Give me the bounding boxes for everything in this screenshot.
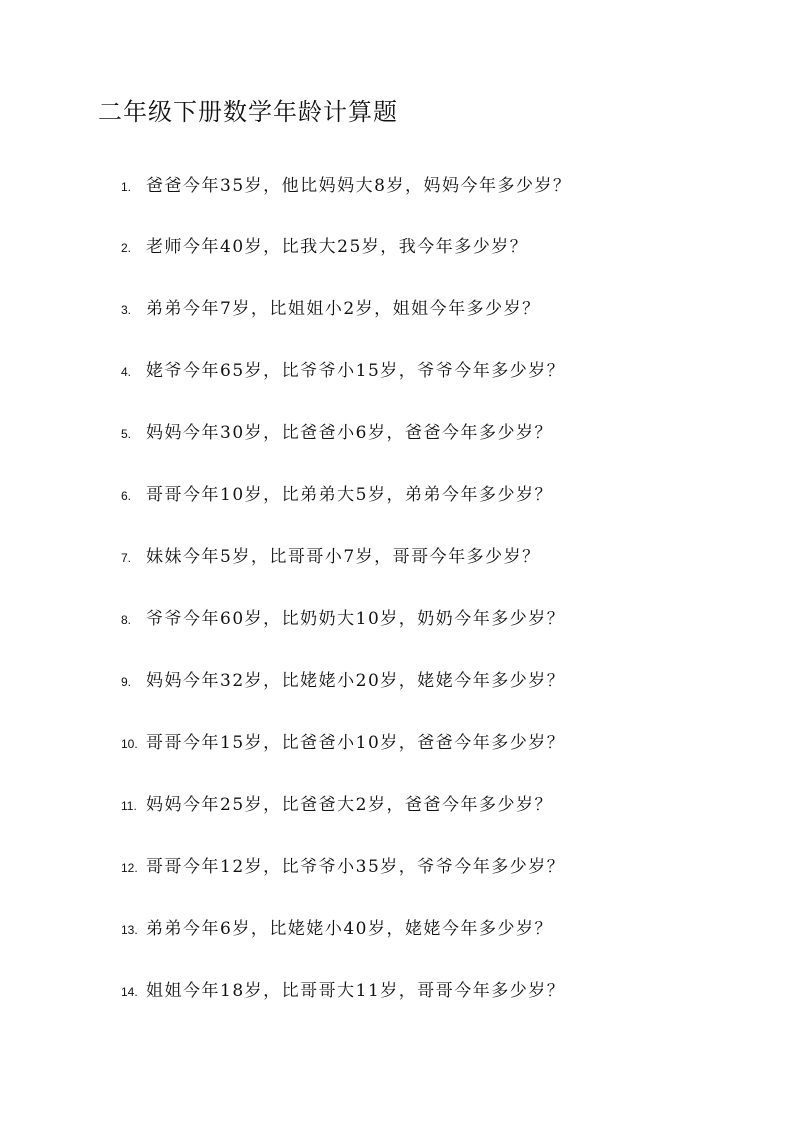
question-item — [121, 418, 553, 448]
question-item — [121, 542, 541, 572]
question-item — [121, 666, 565, 696]
question-number: 11. — [121, 799, 137, 813]
question-text: 爷爷今年60岁，比奶奶大10岁，奶奶今年多少岁？ — [146, 609, 566, 629]
page-title: 二年级下册数学年龄计算题 — [98, 98, 398, 126]
question-item — [121, 790, 553, 820]
question-item — [121, 852, 565, 882]
question-text: 姐姐今年18岁，比哥哥大11岁，哥哥今年多少岁？ — [146, 981, 566, 1001]
question-number: 8. — [121, 613, 132, 627]
question-text: 妈妈今年30岁，比爸爸小6岁，爸爸今年多少岁？ — [146, 423, 553, 443]
question-item — [121, 356, 565, 386]
question-item — [121, 480, 553, 510]
question-number: 7. — [121, 551, 132, 565]
question-item — [121, 232, 528, 262]
question-number: 10. — [121, 737, 138, 751]
question-number: 14. — [121, 985, 138, 999]
question-item — [121, 171, 571, 201]
question-text: 姥爷今年65岁，比爷爷小15岁，爷爷今年多少岁？ — [146, 361, 566, 381]
question-text: 妈妈今年32岁，比姥姥小20岁，姥姥今年多少岁？ — [146, 671, 566, 691]
question-number: 13. — [121, 923, 138, 937]
question-item — [121, 604, 565, 634]
question-number: 1. — [121, 180, 132, 194]
question-number: 12. — [121, 861, 138, 875]
question-number: 3. — [121, 303, 132, 317]
question-number: 5. — [121, 427, 132, 441]
question-number: 6. — [121, 489, 132, 503]
question-number: 4. — [121, 365, 132, 379]
question-item — [121, 294, 541, 324]
question-number: 9. — [121, 675, 132, 689]
question-text: 爸爸今年35岁，他比妈妈大8岁，妈妈今年多少岁？ — [146, 176, 572, 196]
question-text: 哥哥今年15岁，比爸爸小10岁，爸爸今年多少岁？ — [146, 733, 566, 753]
question-text: 妹妹今年5岁，比哥哥小7岁，哥哥今年多少岁？ — [146, 547, 541, 567]
question-item — [121, 914, 553, 944]
question-text: 哥哥今年10岁，比弟弟大5岁，弟弟今年多少岁？ — [146, 485, 553, 505]
question-item — [121, 976, 565, 1006]
question-text: 弟弟今年7岁，比姐姐小2岁，姐姐今年多少岁？ — [146, 299, 541, 319]
question-text: 弟弟今年6岁，比姥姥小40岁，姥姥今年多少岁？ — [146, 919, 553, 939]
question-text: 哥哥今年12岁，比爷爷小35岁，爷爷今年多少岁？ — [146, 857, 566, 877]
question-text: 妈妈今年25岁，比爸爸大2岁，爸爸今年多少岁？ — [146, 795, 553, 815]
question-item — [121, 728, 565, 758]
question-text: 老师今年40岁，比我大25岁，我今年多少岁？ — [146, 237, 529, 257]
question-number: 2. — [121, 241, 132, 255]
